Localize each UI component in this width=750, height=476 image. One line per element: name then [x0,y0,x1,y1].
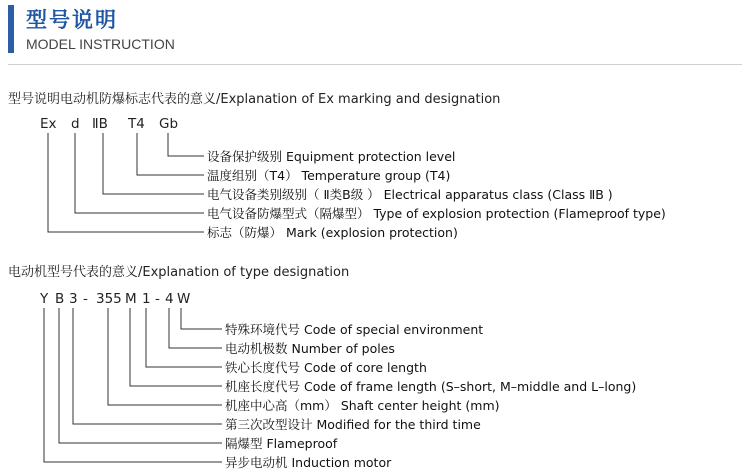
type-code-dash1: - [83,291,88,307]
type-item-frame-length: 机座长度代号 Code of frame length (S–short, M–middle and L–long) [225,379,637,394]
page-subtitle: MODEL INSTRUCTION [26,36,175,52]
type-item-third-mod: 第三次改型设计 Modified for the third time [225,417,481,432]
ex-code-ex: Ex [40,116,57,132]
type-item-induction: 异步电动机 Induction motor [225,455,392,470]
ex-code-iib: ⅡB [92,116,108,132]
type-code-3: 3 [69,291,78,307]
type-code-355: 355 [96,291,122,307]
type-item-shaft-height: 机座中心高（mm） Shaft center height (mm) [225,398,500,413]
type-code-y: Y [40,291,49,307]
ex-item-temperature-group: 温度组别（T4） Temperature group (T4) [207,168,451,183]
type-item-poles: 电动机极数 Number of poles [225,341,395,356]
ex-item-protection-level: 设备保护级别 Equipment protection level [207,149,456,164]
type-item-special-env: 特殊环境代号 Code of special environment [225,322,484,337]
page-title: 型号说明 [26,8,118,32]
ex-item-mark: 标志（防爆） Mark (explosion protection) [207,225,458,240]
type-code-m: M [125,291,137,307]
type-code-w: W [177,291,191,307]
type-code-4: 4 [165,291,174,307]
ex-item-apparatus-class: 电气设备类别级别（ Ⅱ类B级 ） Electrical apparatus class (Class ⅡB ) [207,187,613,202]
type-code-1: 1 [142,291,151,307]
ex-code-d: d [71,116,80,132]
ex-code-t4: T4 [128,116,145,132]
ex-item-explosion-type: 电气设备防爆型式（隔爆型） Type of explosion protection (Flameproof type) [207,206,666,221]
type-code-dash2: - [155,291,160,307]
type-item-flameproof: 隔爆型 Flameproof [225,436,338,451]
type-section-heading: 电动机型号代表的意义/Explanation of type designation [8,265,350,280]
ex-section-heading: 型号说明电动机防爆标志代表的意义/Explanation of Ex marking and designation [8,92,501,107]
type-code-b: B [55,291,65,307]
ex-code-gb: Gb [159,116,179,132]
type-item-core-length: 铁心长度代号 Code of core length [225,360,427,375]
